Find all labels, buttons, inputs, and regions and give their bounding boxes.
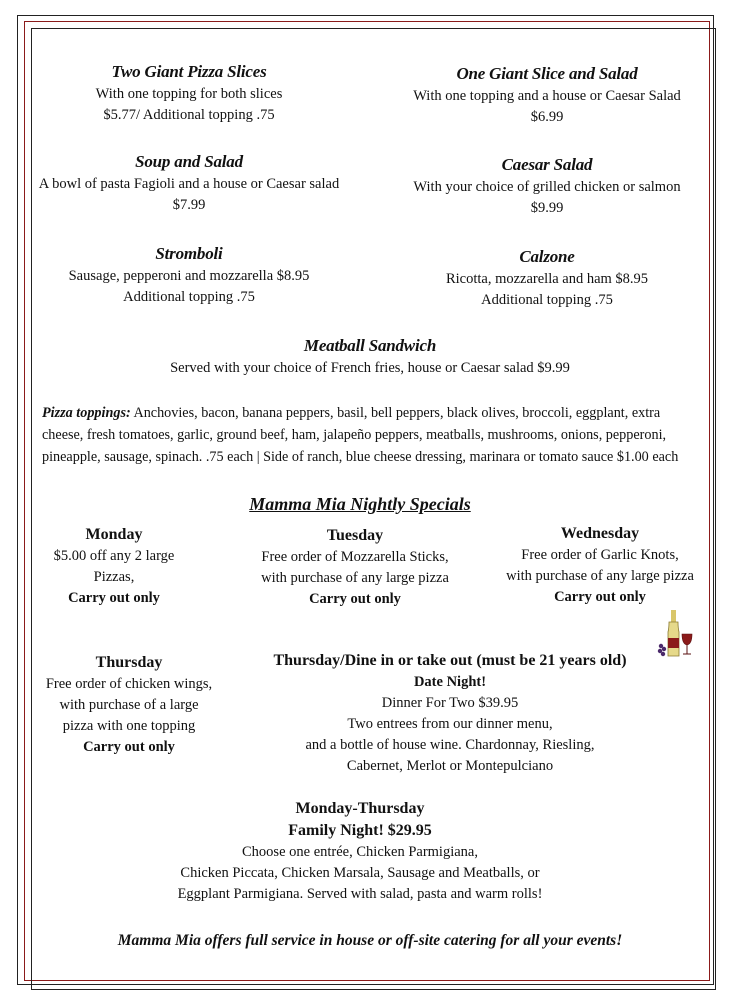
day-heading: Thursday/Dine in or take out (must be 21 years old) xyxy=(273,652,627,669)
bottle-label xyxy=(668,638,679,648)
menu-item-calzone xyxy=(392,245,702,311)
special-note: Carry out only xyxy=(68,590,160,606)
special-family-night xyxy=(150,798,570,905)
item-title: One Giant Slice and Salad xyxy=(456,64,638,83)
special-tuesday xyxy=(245,525,465,610)
grape xyxy=(662,647,666,651)
item-description: With one topping and a house or Caesar Salad xyxy=(413,88,681,104)
grape xyxy=(661,652,665,656)
special-subheading: Date Night! xyxy=(413,674,487,690)
special-line: Eggplant Parmigiana. Served with salad, pasta and warm rolls! xyxy=(177,886,543,902)
special-line: Choose one entrée, Chicken Parmigiana, xyxy=(242,844,478,860)
specials-title: Mamma Mia Nightly Specials xyxy=(249,494,471,514)
item-description: Sausage, pepperoni and mozzarella $8.95 xyxy=(68,268,310,284)
special-note: Carry out only xyxy=(554,589,646,605)
special-line: Cabernet, Merlot or Montepulciano xyxy=(346,758,554,774)
menu-item-meatball-sandwich xyxy=(100,334,640,379)
special-wednesday xyxy=(490,523,710,608)
special-line: $5.00 off any 2 large Pizzas, xyxy=(53,548,175,585)
item-description: With your choice of grilled chicken or salmon xyxy=(413,179,681,195)
special-thursday xyxy=(34,652,224,758)
special-note: Carry out only xyxy=(309,591,401,607)
special-line: and a bottle of house wine. Chardonnay, Riesling, xyxy=(305,737,595,753)
special-monday xyxy=(34,524,194,609)
menu-item-soup-salad xyxy=(34,150,344,216)
item-price: Additional topping .75 xyxy=(123,289,255,305)
item-price: $7.99 xyxy=(172,197,206,213)
special-line: Chicken Piccata, Chicken Marsala, Sausage and Meatballs, or xyxy=(180,865,540,881)
toppings-label: Pizza toppings: xyxy=(42,405,131,421)
special-line: Free order of Garlic Knots, xyxy=(521,547,679,563)
item-title: Two Giant Pizza Slices xyxy=(111,62,267,81)
item-title: Caesar Salad xyxy=(501,155,593,174)
bottle-neck xyxy=(671,610,676,622)
special-date-night xyxy=(250,650,650,777)
special-line: with purchase of any large pizza xyxy=(261,570,449,586)
catering-footer: Mamma Mia offers full service in house or off-site catering for all your events! xyxy=(117,932,623,949)
item-price: $6.99 xyxy=(530,109,564,125)
toppings-text: Anchovies, bacon, banana peppers, basil, bell peppers, black olives, broccoli, eggplant, extra cheese, fresh tomatoes, garlic, ground beef, ham, jalapeño peppers, meatballs, mushrooms, onions, pepperoni, pineapple, sausage, spinach. .75 each | Side of ranch, blue cheese dressing, marinara or tomato sauce $1.00 each xyxy=(42,405,679,465)
item-title: Soup and Salad xyxy=(135,152,243,171)
special-line: Two entrees from our dinner menu, xyxy=(347,716,553,732)
item-price: Additional topping .75 xyxy=(481,292,613,308)
menu-item-pizza-slices xyxy=(34,60,344,126)
menu-item-caesar-salad xyxy=(392,153,702,219)
item-description: With one topping for both slices xyxy=(95,86,283,102)
item-description: A bowl of pasta Fagioli and a house or Caesar salad xyxy=(38,176,340,192)
special-line: pizza with one topping xyxy=(62,718,196,734)
special-line: Free order of Mozzarella Sticks, xyxy=(261,549,449,565)
day-heading: Monday xyxy=(85,526,143,543)
day-heading: Wednesday xyxy=(560,525,640,542)
day-heading: Family Night! $29.95 xyxy=(288,822,432,839)
wine-bottle-icon xyxy=(656,608,696,660)
item-description: Ricotta, mozzarella and ham $8.95 xyxy=(445,271,649,287)
special-line: with purchase of any large pizza xyxy=(506,568,694,584)
day-heading: Monday-Thursday xyxy=(295,800,425,817)
special-line: Free order of chicken wings, xyxy=(45,676,213,692)
item-title: Calzone xyxy=(519,247,575,266)
day-heading: Tuesday xyxy=(326,527,384,544)
item-description: Served with your choice of French fries, house or Caesar salad $9.99 xyxy=(170,360,570,376)
item-title: Meatball Sandwich xyxy=(303,336,437,355)
wine-glass xyxy=(682,634,692,645)
day-heading: Thursday xyxy=(95,654,163,671)
pizza-toppings xyxy=(42,402,702,468)
special-note: Carry out only xyxy=(83,739,175,755)
item-title: Stromboli xyxy=(155,244,223,263)
special-line: with purchase of a large xyxy=(59,697,199,713)
item-price: $5.77/ Additional topping .75 xyxy=(103,107,275,123)
item-price: $9.99 xyxy=(530,200,564,216)
special-line: Dinner For Two $39.95 xyxy=(381,695,519,711)
menu-item-stromboli xyxy=(34,242,344,308)
menu-item-slice-salad xyxy=(392,62,702,128)
